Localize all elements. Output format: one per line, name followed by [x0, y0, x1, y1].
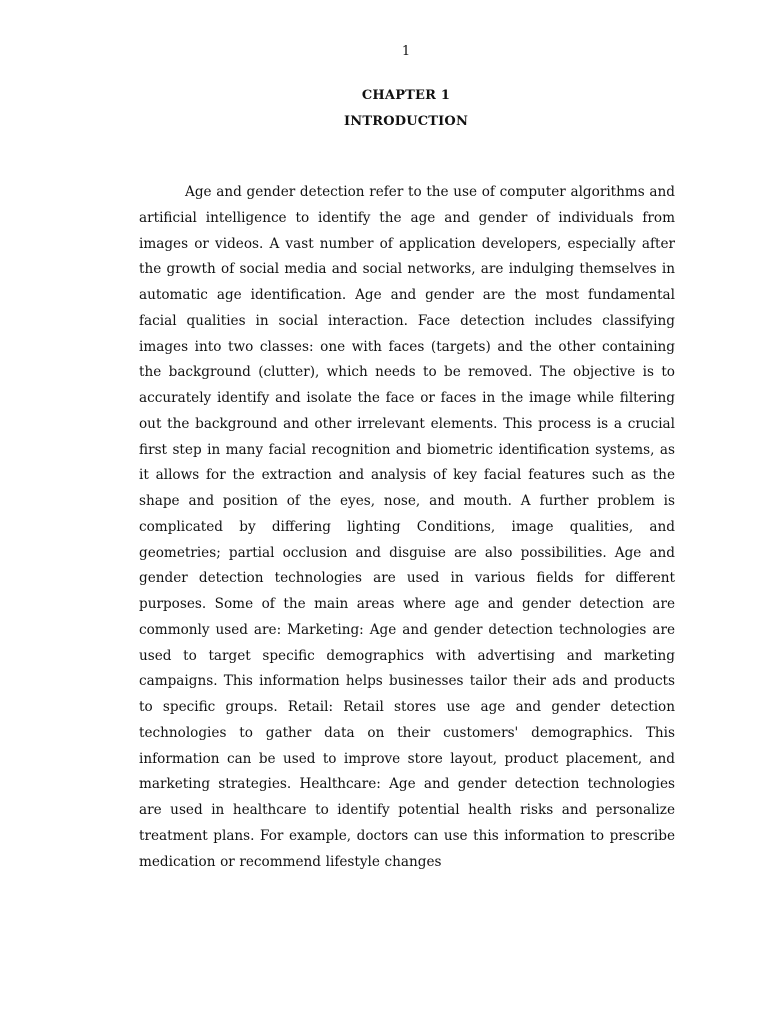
page-number: 1 [401, 44, 411, 59]
chapter-number: CHAPTER 1 [361, 88, 451, 103]
chapter-title: INTRODUCTION [343, 114, 469, 129]
body-paragraph: Age and gender detection refer to the use of computer algorithms and artificial intelligence to identify the age and gender of individuals from images or videos. A vast number of application developers, especially after the growth of social media and social networks, are indulging themselves in automatic age identification. Age and gender are the most fundamental facial qualities in social interaction. Face detection includes classifying images into two classes: one with faces (targets) and the other containing the background (clutter), which needs to be removed. The objective is to accurately identify and isolate the face or faces in the image while filtering out the background and other irrelevant elements. This process is a crucial first step in many facial recognition and biometric identification systems, as it allows for the extraction and analysis of key facial features such as the shape and position of the eyes, nose, and mouth. A further problem is complicated by differing lighting Conditions, image qualities, and geometries; partial occlusion and disguise are also possibilities. Age and gender detection technologies are used in various fields for different purposes. Some of the main areas where age and gender detection are commonly used are: Marketing: Age and gender detection technologies are used to target specific demographics with advertising and marketing campaigns. This information helps businesses tailor their ads and products to specific groups. Retail: Retail stores use age and gender detection technologies to gather data on their customers' demographics. This information can be used to improve store layout, product placement, and marketing strategies. Healthcare: Age and gender detection technologies are used in healthcare to identify potential health risks and personalize treatment plans. For example, doctors can use this information to prescribe medication or recommend lifestyle changes [139, 184, 675, 870]
